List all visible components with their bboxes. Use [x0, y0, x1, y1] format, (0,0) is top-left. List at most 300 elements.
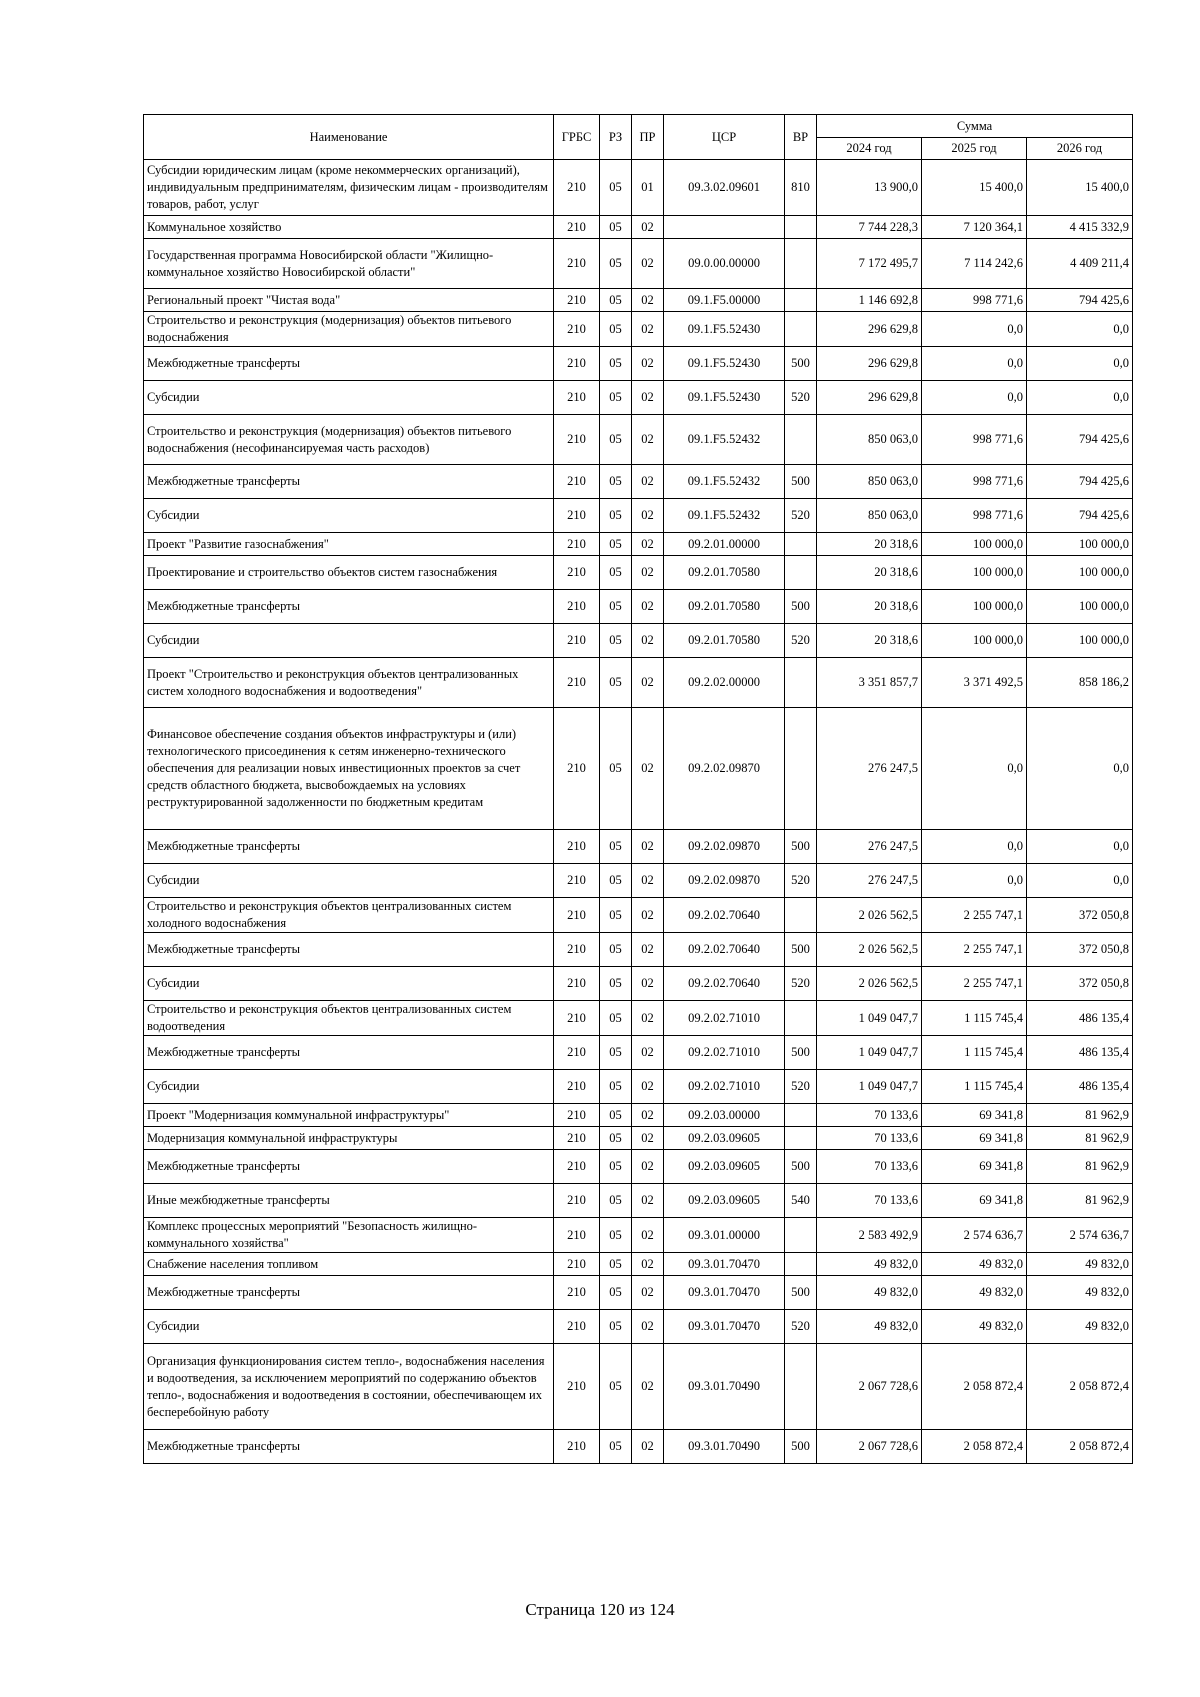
row-csr: 09.2.01.70580 [664, 590, 785, 624]
table-row [144, 967, 1133, 1001]
row-sum-2025: 2 058 872,4 [922, 1344, 1027, 1430]
row-name: Модернизация коммунальной инфраструктуры [144, 1127, 554, 1150]
header-vr: ВР [785, 115, 817, 160]
row-vr: 500 [785, 1430, 817, 1464]
row-name: Комплекс процессных мероприятий "Безопасность жилищно-коммунального хозяйства" [144, 1218, 554, 1253]
row-vr [785, 898, 817, 933]
row-pr: 01 [632, 160, 664, 216]
table-row [144, 1036, 1133, 1070]
row-pr: 02 [632, 465, 664, 499]
row-sum-2024: 49 832,0 [817, 1276, 922, 1310]
row-pr: 02 [632, 1184, 664, 1218]
row-sum-2024: 276 247,5 [817, 708, 922, 830]
table-row [144, 312, 1133, 347]
row-sum-2025: 2 255 747,1 [922, 933, 1027, 967]
row-rz: 05 [600, 658, 632, 708]
row-name: Межбюджетные трансферты [144, 1150, 554, 1184]
table-row [144, 1276, 1133, 1310]
table-row [144, 1127, 1133, 1150]
row-rz: 05 [600, 465, 632, 499]
row-sum-2025: 2 574 636,7 [922, 1218, 1027, 1253]
row-sum-2026: 372 050,8 [1027, 933, 1133, 967]
row-sum-2025: 1 115 745,4 [922, 1036, 1027, 1070]
row-name: Организация функционирования систем тепло-, водоснабжения населения и водоотведения, за исключением мероприятий по содержанию объектов тепло-, водоснабжения и водоотведения в состоянии, обеспечивающем их бесперебойную работу [144, 1344, 554, 1430]
table-row [144, 239, 1133, 289]
row-sum-2026: 49 832,0 [1027, 1310, 1133, 1344]
row-grbs: 210 [554, 160, 600, 216]
row-grbs: 210 [554, 1036, 600, 1070]
row-grbs: 210 [554, 499, 600, 533]
table-row [144, 1218, 1133, 1253]
row-pr: 02 [632, 1070, 664, 1104]
row-vr [785, 1344, 817, 1430]
row-sum-2024: 850 063,0 [817, 415, 922, 465]
row-vr: 500 [785, 590, 817, 624]
row-sum-2024: 49 832,0 [817, 1253, 922, 1276]
table-row [144, 1430, 1133, 1464]
row-name: Проектирование и строительство объектов систем газоснабжения [144, 556, 554, 590]
row-sum-2024: 850 063,0 [817, 499, 922, 533]
row-pr: 02 [632, 1150, 664, 1184]
row-rz: 05 [600, 1276, 632, 1310]
row-sum-2026: 794 425,6 [1027, 415, 1133, 465]
row-sum-2025: 49 832,0 [922, 1276, 1027, 1310]
row-pr: 02 [632, 216, 664, 239]
row-rz: 05 [600, 1310, 632, 1344]
row-grbs: 210 [554, 1001, 600, 1036]
row-rz: 05 [600, 160, 632, 216]
row-name: Проект "Строительство и реконструкция объектов централизованных систем холодного водоснабжения и водоотведения" [144, 658, 554, 708]
row-vr: 500 [785, 465, 817, 499]
row-csr: 09.3.01.70490 [664, 1344, 785, 1430]
row-vr [785, 658, 817, 708]
row-vr [785, 1127, 817, 1150]
row-csr: 09.2.02.71010 [664, 1070, 785, 1104]
row-csr: 09.2.02.71010 [664, 1036, 785, 1070]
row-csr: 09.1.F5.52430 [664, 347, 785, 381]
row-vr: 500 [785, 830, 817, 864]
row-sum-2025: 49 832,0 [922, 1253, 1027, 1276]
row-rz: 05 [600, 830, 632, 864]
row-grbs: 210 [554, 624, 600, 658]
row-rz: 05 [600, 1150, 632, 1184]
row-vr [785, 533, 817, 556]
row-vr [785, 289, 817, 312]
row-rz: 05 [600, 590, 632, 624]
row-grbs: 210 [554, 830, 600, 864]
row-name: Субсидии [144, 1310, 554, 1344]
row-vr: 520 [785, 381, 817, 415]
row-pr: 02 [632, 1036, 664, 1070]
row-vr [785, 312, 817, 347]
header-grbs: ГРБС [554, 115, 600, 160]
row-rz: 05 [600, 967, 632, 1001]
row-sum-2024: 49 832,0 [817, 1310, 922, 1344]
row-grbs: 210 [554, 239, 600, 289]
row-sum-2024: 2 067 728,6 [817, 1344, 922, 1430]
row-name: Субсидии [144, 864, 554, 898]
row-grbs: 210 [554, 590, 600, 624]
row-name: Коммунальное хозяйство [144, 216, 554, 239]
row-grbs: 210 [554, 864, 600, 898]
row-vr [785, 556, 817, 590]
row-sum-2026: 0,0 [1027, 864, 1133, 898]
row-sum-2024: 276 247,5 [817, 830, 922, 864]
row-sum-2026: 0,0 [1027, 312, 1133, 347]
row-grbs: 210 [554, 933, 600, 967]
row-vr: 500 [785, 347, 817, 381]
table-row [144, 160, 1133, 216]
table-row [144, 1001, 1133, 1036]
row-sum-2024: 2 067 728,6 [817, 1430, 922, 1464]
table-row [144, 708, 1133, 830]
row-sum-2026: 0,0 [1027, 830, 1133, 864]
row-name: Иные межбюджетные трансферты [144, 1184, 554, 1218]
row-rz: 05 [600, 499, 632, 533]
row-csr: 09.2.02.09870 [664, 864, 785, 898]
row-pr: 02 [632, 415, 664, 465]
row-csr: 09.1.F5.52430 [664, 312, 785, 347]
row-vr: 500 [785, 1276, 817, 1310]
table-row [144, 1253, 1133, 1276]
row-sum-2025: 998 771,6 [922, 499, 1027, 533]
row-sum-2025: 0,0 [922, 830, 1027, 864]
row-grbs: 210 [554, 465, 600, 499]
row-vr [785, 1253, 817, 1276]
row-sum-2024: 1 049 047,7 [817, 1036, 922, 1070]
row-sum-2024: 3 351 857,7 [817, 658, 922, 708]
row-sum-2026: 486 135,4 [1027, 1001, 1133, 1036]
row-grbs: 210 [554, 898, 600, 933]
row-sum-2025: 998 771,6 [922, 289, 1027, 312]
row-sum-2025: 69 341,8 [922, 1127, 1027, 1150]
row-sum-2025: 0,0 [922, 708, 1027, 830]
row-vr: 810 [785, 160, 817, 216]
row-csr: 09.2.02.70640 [664, 898, 785, 933]
row-sum-2024: 70 133,6 [817, 1184, 922, 1218]
row-pr: 02 [632, 1430, 664, 1464]
row-vr: 500 [785, 1036, 817, 1070]
row-sum-2025: 7 120 364,1 [922, 216, 1027, 239]
row-grbs: 210 [554, 658, 600, 708]
header-rz: РЗ [600, 115, 632, 160]
row-rz: 05 [600, 312, 632, 347]
row-name: Межбюджетные трансферты [144, 1036, 554, 1070]
row-rz: 05 [600, 1430, 632, 1464]
row-sum-2024: 1 049 047,7 [817, 1001, 922, 1036]
table-row [144, 1344, 1133, 1430]
row-vr [785, 708, 817, 830]
header-year-2026: 2026 год [1027, 138, 1133, 160]
budget-table [143, 114, 1133, 1464]
row-sum-2026: 794 425,6 [1027, 289, 1133, 312]
row-sum-2026: 0,0 [1027, 708, 1133, 830]
row-name: Строительство и реконструкция (модернизация) объектов питьевого водоснабжения (несофинансируемая часть расходов) [144, 415, 554, 465]
table-row [144, 1104, 1133, 1127]
row-sum-2025: 998 771,6 [922, 465, 1027, 499]
row-sum-2025: 0,0 [922, 864, 1027, 898]
row-pr: 02 [632, 1253, 664, 1276]
row-grbs: 210 [554, 1184, 600, 1218]
row-sum-2025: 69 341,8 [922, 1104, 1027, 1127]
row-grbs: 210 [554, 708, 600, 830]
row-rz: 05 [600, 556, 632, 590]
row-sum-2026: 49 832,0 [1027, 1276, 1133, 1310]
row-pr: 02 [632, 898, 664, 933]
row-rz: 05 [600, 1001, 632, 1036]
row-pr: 02 [632, 830, 664, 864]
row-sum-2026: 49 832,0 [1027, 1253, 1133, 1276]
row-grbs: 210 [554, 415, 600, 465]
row-csr: 09.2.01.70580 [664, 556, 785, 590]
table-body [144, 160, 1133, 1464]
header-name: Наименование [144, 115, 554, 160]
row-vr: 520 [785, 1070, 817, 1104]
row-csr: 09.3.01.00000 [664, 1218, 785, 1253]
row-rz: 05 [600, 898, 632, 933]
table-row [144, 556, 1133, 590]
row-name: Межбюджетные трансферты [144, 590, 554, 624]
row-csr: 09.2.02.09870 [664, 708, 785, 830]
row-sum-2024: 2 583 492,9 [817, 1218, 922, 1253]
row-sum-2026: 81 962,9 [1027, 1104, 1133, 1127]
row-name: Проект "Развитие газоснабжения" [144, 533, 554, 556]
table-row [144, 415, 1133, 465]
row-sum-2024: 2 026 562,5 [817, 967, 922, 1001]
row-rz: 05 [600, 1218, 632, 1253]
row-vr [785, 1001, 817, 1036]
row-pr: 02 [632, 624, 664, 658]
row-sum-2024: 7 744 228,3 [817, 216, 922, 239]
row-sum-2025: 100 000,0 [922, 590, 1027, 624]
row-rz: 05 [600, 1344, 632, 1430]
row-pr: 02 [632, 590, 664, 624]
table-row [144, 465, 1133, 499]
table-row [144, 1184, 1133, 1218]
row-rz: 05 [600, 1104, 632, 1127]
table-row [144, 658, 1133, 708]
row-pr: 02 [632, 347, 664, 381]
row-name: Снабжение населения топливом [144, 1253, 554, 1276]
row-vr: 500 [785, 1150, 817, 1184]
row-pr: 02 [632, 864, 664, 898]
header-year-2025: 2025 год [922, 138, 1027, 160]
row-sum-2026: 372 050,8 [1027, 967, 1133, 1001]
row-sum-2026: 100 000,0 [1027, 590, 1133, 624]
row-csr: 09.2.01.00000 [664, 533, 785, 556]
row-pr: 02 [632, 533, 664, 556]
row-pr: 02 [632, 1127, 664, 1150]
row-csr: 09.2.02.71010 [664, 1001, 785, 1036]
row-sum-2024: 13 900,0 [817, 160, 922, 216]
row-pr: 02 [632, 1001, 664, 1036]
row-pr: 02 [632, 708, 664, 830]
page-number: Страница 120 из 124 [525, 1600, 675, 1619]
row-pr: 02 [632, 312, 664, 347]
row-csr: 09.1.F5.52432 [664, 465, 785, 499]
row-sum-2026: 372 050,8 [1027, 898, 1133, 933]
table-row [144, 933, 1133, 967]
row-grbs: 210 [554, 289, 600, 312]
row-name: Межбюджетные трансферты [144, 830, 554, 864]
row-vr: 500 [785, 933, 817, 967]
row-sum-2025: 3 371 492,5 [922, 658, 1027, 708]
row-rz: 05 [600, 864, 632, 898]
row-sum-2026: 858 186,2 [1027, 658, 1133, 708]
row-vr: 520 [785, 499, 817, 533]
row-sum-2025: 2 255 747,1 [922, 967, 1027, 1001]
row-sum-2024: 1 146 692,8 [817, 289, 922, 312]
row-grbs: 210 [554, 1310, 600, 1344]
row-grbs: 210 [554, 216, 600, 239]
table-row [144, 864, 1133, 898]
row-csr: 09.2.03.09605 [664, 1150, 785, 1184]
row-pr: 02 [632, 1104, 664, 1127]
row-sum-2025: 7 114 242,6 [922, 239, 1027, 289]
row-name: Региональный проект "Чистая вода" [144, 289, 554, 312]
row-grbs: 210 [554, 347, 600, 381]
row-sum-2026: 100 000,0 [1027, 556, 1133, 590]
row-name: Межбюджетные трансферты [144, 347, 554, 381]
row-name: Межбюджетные трансферты [144, 465, 554, 499]
row-rz: 05 [600, 933, 632, 967]
row-sum-2025: 69 341,8 [922, 1150, 1027, 1184]
row-sum-2026: 2 058 872,4 [1027, 1344, 1133, 1430]
row-name: Проект "Модернизация коммунальной инфраструктуры" [144, 1104, 554, 1127]
table-row [144, 898, 1133, 933]
row-name: Межбюджетные трансферты [144, 933, 554, 967]
row-rz: 05 [600, 708, 632, 830]
row-vr: 520 [785, 864, 817, 898]
row-sum-2024: 850 063,0 [817, 465, 922, 499]
row-csr: 09.1.F5.00000 [664, 289, 785, 312]
row-sum-2025: 15 400,0 [922, 160, 1027, 216]
row-csr: 09.3.01.70470 [664, 1276, 785, 1310]
row-sum-2026: 4 415 332,9 [1027, 216, 1133, 239]
row-sum-2024: 20 318,6 [817, 556, 922, 590]
row-sum-2024: 20 318,6 [817, 533, 922, 556]
row-sum-2025: 998 771,6 [922, 415, 1027, 465]
header-csr: ЦСР [664, 115, 785, 160]
row-rz: 05 [600, 624, 632, 658]
row-sum-2026: 100 000,0 [1027, 624, 1133, 658]
row-pr: 02 [632, 1344, 664, 1430]
row-sum-2025: 100 000,0 [922, 533, 1027, 556]
row-csr: 09.1.F5.52430 [664, 381, 785, 415]
table-row [144, 381, 1133, 415]
row-rz: 05 [600, 533, 632, 556]
row-sum-2024: 296 629,8 [817, 312, 922, 347]
row-sum-2026: 100 000,0 [1027, 533, 1133, 556]
row-csr: 09.3.02.09601 [664, 160, 785, 216]
row-sum-2026: 794 425,6 [1027, 499, 1133, 533]
row-sum-2024: 1 049 047,7 [817, 1070, 922, 1104]
row-sum-2025: 1 115 745,4 [922, 1001, 1027, 1036]
row-vr [785, 415, 817, 465]
row-grbs: 210 [554, 556, 600, 590]
row-grbs: 210 [554, 1127, 600, 1150]
row-pr: 02 [632, 289, 664, 312]
row-sum-2025: 100 000,0 [922, 624, 1027, 658]
row-name: Финансовое обеспечение создания объектов инфраструктуры и (или) технологического присоединения к сетям инженерно-технического обеспечения для реализации новых инвестиционных проектов за счет средств областного бюджета, высвобождаемых на условиях реструктурированной задолженности по бюджетным кредитам [144, 708, 554, 830]
row-sum-2026: 486 135,4 [1027, 1070, 1133, 1104]
row-sum-2026: 15 400,0 [1027, 160, 1133, 216]
row-pr: 02 [632, 499, 664, 533]
row-pr: 02 [632, 381, 664, 415]
row-rz: 05 [600, 289, 632, 312]
row-vr: 520 [785, 1310, 817, 1344]
row-rz: 05 [600, 1127, 632, 1150]
row-sum-2024: 20 318,6 [817, 590, 922, 624]
row-sum-2026: 0,0 [1027, 381, 1133, 415]
row-sum-2025: 0,0 [922, 381, 1027, 415]
row-csr: 09.2.02.00000 [664, 658, 785, 708]
table-row [144, 533, 1133, 556]
row-csr: 09.2.03.00000 [664, 1104, 785, 1127]
table-row [144, 590, 1133, 624]
row-sum-2026: 794 425,6 [1027, 465, 1133, 499]
row-pr: 02 [632, 658, 664, 708]
table-row [144, 499, 1133, 533]
row-sum-2024: 296 629,8 [817, 381, 922, 415]
row-sum-2026: 486 135,4 [1027, 1036, 1133, 1070]
row-sum-2026: 4 409 211,4 [1027, 239, 1133, 289]
row-grbs: 210 [554, 967, 600, 1001]
row-sum-2026: 81 962,9 [1027, 1184, 1133, 1218]
table-row [144, 1150, 1133, 1184]
row-csr: 09.1.F5.52432 [664, 499, 785, 533]
row-sum-2025: 1 115 745,4 [922, 1070, 1027, 1104]
row-csr: 09.2.02.70640 [664, 933, 785, 967]
row-vr [785, 1104, 817, 1127]
row-pr: 02 [632, 556, 664, 590]
row-sum-2025: 69 341,8 [922, 1184, 1027, 1218]
table-row [144, 1310, 1133, 1344]
row-sum-2025: 0,0 [922, 347, 1027, 381]
row-rz: 05 [600, 216, 632, 239]
row-pr: 02 [632, 1276, 664, 1310]
row-name: Строительство и реконструкция объектов централизованных систем водоотведения [144, 1001, 554, 1036]
header-year-2024: 2024 год [817, 138, 922, 160]
row-grbs: 210 [554, 1070, 600, 1104]
row-sum-2024: 2 026 562,5 [817, 933, 922, 967]
row-vr [785, 216, 817, 239]
header-sum: Сумма [817, 115, 1133, 138]
row-name: Субсидии [144, 381, 554, 415]
row-rz: 05 [600, 239, 632, 289]
row-csr: 09.0.00.00000 [664, 239, 785, 289]
row-sum-2026: 2 058 872,4 [1027, 1430, 1133, 1464]
row-pr: 02 [632, 1310, 664, 1344]
row-grbs: 210 [554, 1104, 600, 1127]
row-csr: 09.2.02.09870 [664, 830, 785, 864]
row-grbs: 210 [554, 1150, 600, 1184]
table-row [144, 624, 1133, 658]
row-grbs: 210 [554, 1218, 600, 1253]
row-csr: 09.2.02.70640 [664, 967, 785, 1001]
table-row [144, 347, 1133, 381]
row-grbs: 210 [554, 1430, 600, 1464]
row-sum-2025: 100 000,0 [922, 556, 1027, 590]
row-csr: 09.2.03.09605 [664, 1127, 785, 1150]
row-grbs: 210 [554, 533, 600, 556]
row-vr: 520 [785, 967, 817, 1001]
row-pr: 02 [632, 239, 664, 289]
header-pr: ПР [632, 115, 664, 160]
row-sum-2024: 70 133,6 [817, 1127, 922, 1150]
row-pr: 02 [632, 1218, 664, 1253]
row-name: Субсидии юридическим лицам (кроме некоммерческих организаций), индивидуальным предпринимателям, физическим лицам - производителям товаров, работ, услуг [144, 160, 554, 216]
